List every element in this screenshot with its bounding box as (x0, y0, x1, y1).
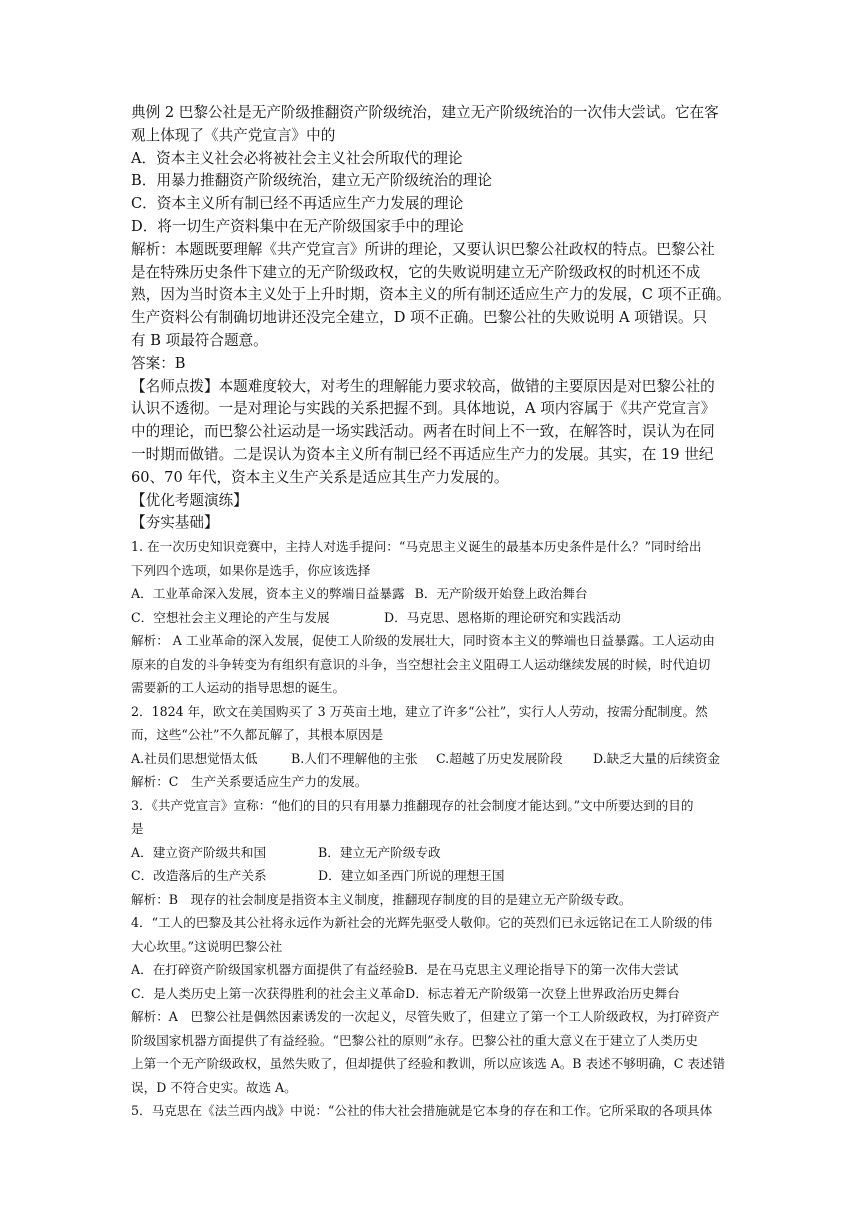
q4-option-a: A．在打碎资产阶级国家机器方面提供了有益经验 (131, 962, 405, 978)
q4-analysis-line-1: 解析：A 巴黎公社是偶然因素诱发的一次起义，尽管失败了，但建立了第一个工人阶级政权，为打碎资产 (131, 1009, 720, 1025)
q4-options-row-2 (131, 982, 731, 1006)
q4-stem-line-2: 大心坎里。”这说明巴黎公社 (131, 938, 283, 954)
q3-option-a: A．建立资产阶级共和国 (131, 844, 267, 860)
q2-option-d: D.缺乏大量的后续资金 (593, 750, 720, 766)
q3-stem-line-2: 是 (131, 821, 144, 837)
q1-options-row-1 (131, 582, 731, 606)
q1-option-b: B．无产阶级开始登上政治舞台 (414, 586, 588, 602)
q1-options-row-2 (131, 606, 731, 630)
example-option-b: B．用暴力推翻资产阶级统治，建立无产阶级统治的理论 (131, 172, 492, 190)
q3-analysis: 解析：B 现存的社会制度是指资本主义制度，推翻现存制度的目的是建立无产阶级专政。 (131, 891, 632, 907)
q1-analysis-line-3: 需要新的工人运动的指导思想的诞生。 (131, 680, 346, 696)
example-analysis-line-3: 熟，因为当时资本主义处于上升时期，资本主义的所有制还适应生产力的发展，C 项不正确。 (131, 286, 731, 304)
tip-line-4: 一时期而做错。二是误认为资本主义所有制已经不再适应生产力的发展。其实，在 19 世纪 (131, 445, 714, 463)
q2-option-a: A.社员们思想觉悟太低 (131, 750, 258, 766)
example-analysis-line-2: 是在特殊历史条件下建立的无产阶级政权，它的失败说明建立无产阶级政权的时机还不成 (131, 263, 701, 281)
example-2-block (131, 102, 731, 535)
q2-stem-line-2: 而，这些“公社”不久都瓦解了，其根本原因是 (131, 727, 384, 743)
q1-option-d: D．马克思、恩格斯的理论研究和实践活动 (384, 609, 621, 625)
example-option-d: D．将一切生产资料集中在无产阶级国家手中的理论 (131, 217, 464, 235)
tip-line-5: 60、70 年代，资本主义生产关系是适应其生产力发展的。 (131, 468, 509, 486)
q2-analysis: 解析：C 生产关系要适应生产力的发展。 (131, 774, 368, 790)
q4-analysis-line-2: 阶级国家机器方面提供了有益经验。“巴黎公社的原则”永存。巴黎公社的重大意义在于建立了人类历史 (131, 1032, 699, 1048)
q2-option-b: B.人们不理解他的主张 (291, 750, 418, 766)
tip-line-1: 【名师点拨】本题难度较大，对考生的理解能力要求较高，做错的主要原因是对巴黎公社的 (131, 377, 715, 395)
tip-line-3: 中的理论，而巴黎公社运动是一场实践活动。两者在时间上不一致，在解答时，误认为在同 (131, 423, 715, 441)
q4-option-c: C．是人类历史上第一次获得胜利的社会主义革命 (131, 985, 406, 1001)
q4-analysis-line-4: 误，D 不符合史实。故选 A。 (131, 1079, 297, 1095)
q1-stem-line-1: 1. 在一次历史知识竞赛中，主持人对选手提问：“马克思主义诞生的最基本历史条件是什么？”同时给出 (131, 539, 702, 555)
q4-option-b: B．是在马克思主义理论指导下的第一次伟大尝试 (404, 962, 679, 978)
q2-stem-line-1: 2．1824 年，欧文在美国购买了 3 万英亩土地，建立了许多“公社”，实行人人劳动，按需分配制度。然 (131, 703, 708, 719)
example-option-c: C．资本主义所有制已经不再适应生产力发展的理论 (131, 195, 464, 213)
q3-option-c: C．改造落后的生产关系 (131, 868, 267, 884)
example-stem-line-2: 观上体现了《共产党宣言》中的 (131, 126, 336, 144)
q2-option-c: C.超越了历史发展阶段 (436, 750, 563, 766)
q3-stem-line-1: 3．《共产党宣言》宣称：“他们的目的只有用暴力推翻现存的社会制度才能达到。”文中所要达到的目的 (131, 797, 694, 813)
example-analysis-line-4: 生产资料公有制确切地讲还没完全建立，D 项不正确。巴黎公社的失败说明 A 项错误。只 (131, 309, 708, 327)
sub-title: 【夯实基础】 (131, 514, 219, 532)
example-option-a: A．资本主义社会必将被社会主义社会所取代的理论 (131, 149, 463, 167)
q3-options-row-2 (131, 864, 731, 888)
q4-options-row-1 (131, 958, 731, 982)
q3-options-row-1 (131, 841, 731, 865)
example-stem-line-1: 典例 2 巴黎公社是无产阶级推翻资产阶级统治，建立无产阶级统治的一次伟大尝试。它在客 (131, 104, 719, 121)
example-analysis-line-1: 解析：本题既要理解《共产党宣言》所讲的理论，又要认识巴黎公社政权的特点。巴黎公社 (131, 240, 715, 258)
q1-analysis-line-1: 解析： A 工业革命的深入发展，促使工人阶级的发展壮大，同时资本主义的弊端也日益暴露。工人运动由 (131, 633, 715, 649)
q1-analysis-line-2: 原来的自发的斗争转变为有组织有意识的斗争，当空想社会主义阻碍工人运动继续发展的时候，时代迫切 (131, 656, 711, 672)
document-body (131, 102, 731, 1123)
example-analysis-line-5: 有 B 项最符合题意。 (131, 331, 268, 349)
example-answer: 答案：B (131, 354, 186, 372)
section-title: 【优化考题演练】 (131, 491, 248, 509)
q2-options-row (131, 747, 731, 771)
q1-option-c: C．空想社会主义理论的产生与发展 (131, 609, 330, 625)
q4-option-d: D．标志着无产阶级第一次登上世界政治历史舞台 (405, 985, 680, 1001)
q1-stem-line-2: 下列四个选项，如果你是选手，你应该选择 (131, 562, 371, 578)
q3-option-b: B．建立无产阶级专政 (318, 844, 441, 860)
exercises-block (131, 535, 731, 1123)
q1-option-a: A．工业革命深入发展，资本主义的弊端日益暴露 (131, 586, 405, 602)
q5-stem-line-1: 5．马克思在《法兰西内战》中说：“公社的伟大社会措施就是它本身的存在和工作。它所采取的各项具体 (131, 1103, 713, 1119)
q3-option-d: D．建立如圣西门所说的理想王国 (318, 868, 505, 884)
q4-analysis-line-3: 上第一个无产阶级政权，虽然失败了，但却提供了经验和教训，所以应该选 A。B 表述不够明确，C 表述错 (131, 1056, 726, 1072)
q4-stem-line-1: 4．“工人的巴黎及其公社将永远作为新社会的光辉先驱受人敬仰。它的英烈们已永远铭记在工人阶级的伟 (131, 915, 713, 931)
tip-line-2: 认识不透彻。一是对理论与实践的关系把握不到。具体地说，A 项内容属于《共产党宣言》 (131, 400, 716, 418)
